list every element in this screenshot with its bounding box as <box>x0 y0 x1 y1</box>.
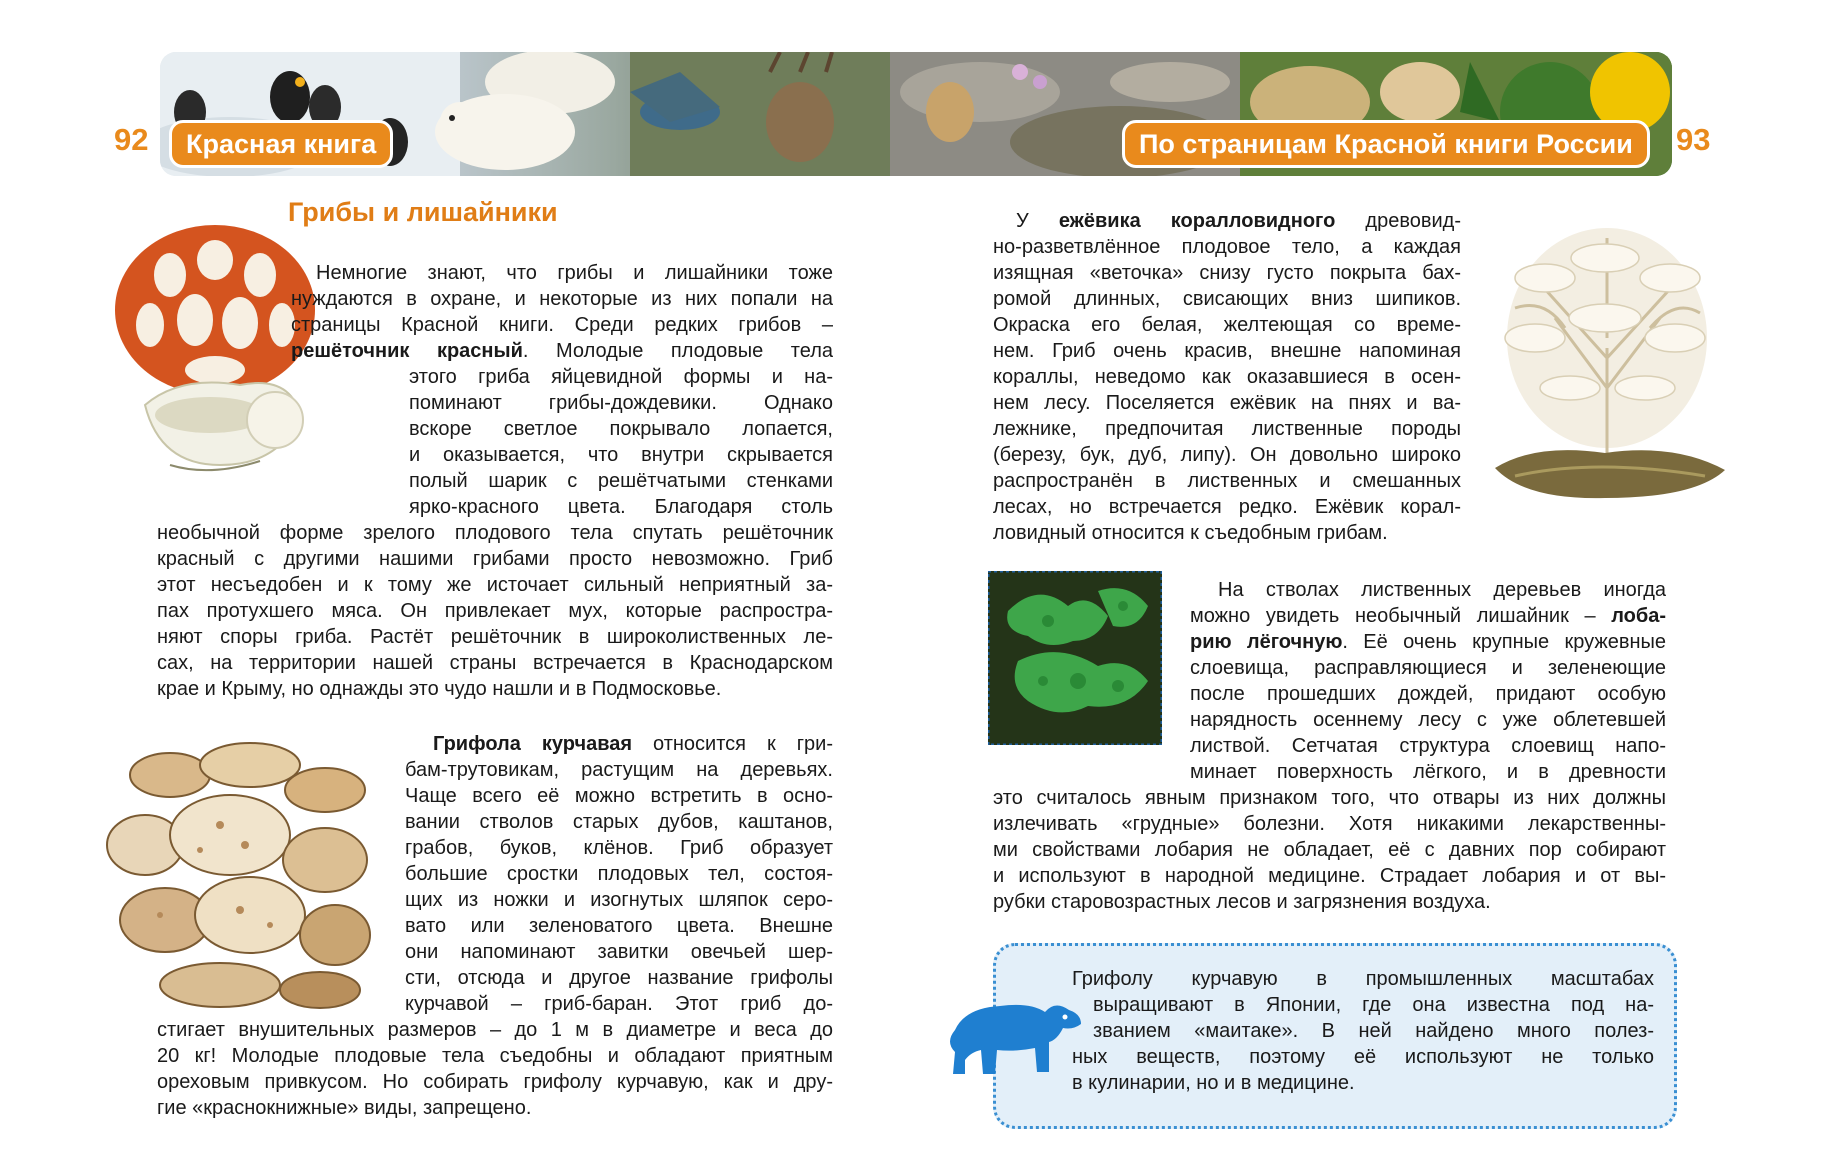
text-line: званием «маитаке». В ней найдено много полез- <box>1093 1020 1654 1042</box>
section-title: Грибы и лишайники <box>288 197 558 227</box>
text-line: рию лёгочную. Её очень крупные кружевные <box>1190 631 1666 653</box>
text-line: Окраска его белая, желтеющая со време- <box>993 314 1461 336</box>
text-line: лесах, но встречается редко. Ежёвик корал- <box>993 496 1461 518</box>
text-line: Грифолу курчавую в промышленных масштабах <box>1072 968 1654 990</box>
text-line: излечивать «грудные» болезни. Хотя никакими лекарственны- <box>993 813 1666 835</box>
text-line: бам-трутовикам, растущим на деревьях. <box>405 759 833 781</box>
text-line: после прошедших дождей, придают особую <box>1190 683 1666 705</box>
text-line: Грифола курчавая относится к гри- <box>433 733 833 755</box>
text-line: На стволах лиственных деревьев иногда <box>1218 579 1666 601</box>
text-line: этого гриба яйцевидной формы и на- <box>409 366 833 388</box>
text-line: вании стволов старых дубов, каштанов, <box>405 811 833 833</box>
text-line: стигает внушительных размеров – до 1 м в диаметре и веса до <box>157 1019 833 1041</box>
left-page-number: 92 <box>114 122 149 157</box>
text-line: поминают грибы-дождевики. Однако <box>409 392 833 414</box>
bold-term: рию лёгочную <box>1190 631 1343 653</box>
text-line: решёточник красный. Молодые плодовые тела <box>291 340 833 362</box>
text-line: сах, на территории нашей страны встречается в Краснодарском <box>157 652 833 674</box>
text-line: ореховым привкусом. Но собирать грифолу курчавую, как и дру- <box>157 1071 833 1093</box>
text-line: этот несъедобен и к тому же источает сильный неприятный за- <box>157 574 833 596</box>
text-line: красный с другими нашими грибами просто невозможно. Гриб <box>157 548 833 570</box>
text-line: и оказывается, что внутри скрывается <box>409 444 833 466</box>
text-line: няют споры гриба. Растёт решёточник в широколиственных ле- <box>157 626 833 648</box>
text-line: большие сростки плодовых тел, состоя- <box>405 863 833 885</box>
text-line: но-разветвлённое плодовое тело, а каждая <box>993 236 1461 258</box>
text-line: распространён в лиственных и смешанных <box>993 470 1461 492</box>
text-line: изящная «веточка» снизу густо покрыта бах- <box>993 262 1461 284</box>
polar-bear-icon <box>945 990 1085 1080</box>
text-line: пах протухшего мяса. Он привлекает мух, которые распростра- <box>157 600 833 622</box>
text-line: полый шарик с решётчатыми стенками <box>409 470 833 492</box>
text-line: можно увидеть необычный лишайник – лоба- <box>1190 605 1666 627</box>
lobaria-pulmonaria-photo <box>988 571 1162 745</box>
text-line: ных веществ, поэтому её используют не только <box>1072 1046 1654 1068</box>
text-line: это считалось явным признаком того, что отвары из них должны <box>993 787 1666 809</box>
text-line: ми свойствами лобария не обладает, её с давних пор собирают <box>993 839 1666 861</box>
text-line: необычной форме зрелого плодового тела спутать решёточник <box>157 522 833 544</box>
text-line: в кулинарии, но и в медицине. <box>1072 1072 1355 1094</box>
text-line: нем. Гриб очень красив, внешне напоминая <box>993 340 1461 362</box>
text-line: листвой. Сетчатая структура слоевищ напо- <box>1190 735 1666 757</box>
text-line: ловидный относится к съедобным грибам. <box>993 522 1388 544</box>
text-line: ярко-красного цвета. Благодаря столь <box>409 496 833 518</box>
text-line: они напоминают завитки овечьей шер- <box>405 941 833 963</box>
text-line: лежнике, предпочитая лиственные породы <box>993 418 1461 440</box>
text-line: минает поверхность лёгкого, и в древности <box>1190 761 1666 783</box>
hericium-illustration <box>1475 218 1740 508</box>
text-line: гие «краснокнижные» виды, запрещено. <box>157 1097 532 1119</box>
text-line: щих из ножки и изогнутых шляпок серо- <box>405 889 833 911</box>
text-line: слоевища, расправляющиеся и зеленеющие <box>1190 657 1666 679</box>
text-line: нем лесу. Поселяется ежёвик на пнях и ва- <box>993 392 1461 414</box>
text-line: Немногие знают, что грибы и лишайники тоже <box>316 262 833 284</box>
text-line: грабов, буков, клёнов. Гриб образует <box>405 837 833 859</box>
text-line: крае и Крыму, но однажды это чудо нашли и в Подмосковье. <box>157 678 722 700</box>
text-line: (березу, бук, дуб, липу). Он довольно широко <box>993 444 1461 466</box>
text-line: курчавой – гриб-баран. Этот гриб до- <box>405 993 833 1015</box>
left-running-title: Красная книга <box>169 120 393 168</box>
bold-term: лоба- <box>1611 605 1666 627</box>
text-line: 20 кг! Молодые плодовые тела съедобны и обладают приятным <box>157 1045 833 1067</box>
text-line: У ежёвика коралловидного древовид- <box>1016 210 1461 232</box>
text-line: вато или зеленоватого цвета. Внешне <box>405 915 833 937</box>
text-line: страницы Красной книги. Среди редких грибов – <box>291 314 833 336</box>
right-running-title: По страницам Красной книги России <box>1122 120 1650 168</box>
text-line: Чаще всего её можно встретить в осно- <box>405 785 833 807</box>
bold-term: ежёвика коралловидного <box>1058 210 1336 232</box>
text-line: выращивают в Японии, где она известна под на- <box>1093 994 1654 1016</box>
text-line: и используют в народной медицине. Страдает лобария и от вы- <box>993 865 1666 887</box>
bold-term: решёточник красный <box>291 340 523 362</box>
text-line: сти, отсюда и другое название грифолы <box>405 967 833 989</box>
text-line: нуждаются в охране, и некоторые из них попали на <box>291 288 833 310</box>
text-line: нарядность осеннему лесу с уже облетевшей <box>1190 709 1666 731</box>
text-line: кораллы, неведомо как оказавшиеся в осен- <box>993 366 1461 388</box>
text-line: рубки старовозрастных лесов и загрязнения воздуха. <box>993 891 1491 913</box>
bold-term: Грифола курчавая <box>433 733 633 755</box>
text-line: вскоре светлое покрывало лопается, <box>409 418 833 440</box>
text-line: ромой длинных, свисающих вниз шипиков. <box>993 288 1461 310</box>
grifola-frondosa-illustration <box>100 735 380 1015</box>
right-page-number: 93 <box>1676 122 1711 157</box>
